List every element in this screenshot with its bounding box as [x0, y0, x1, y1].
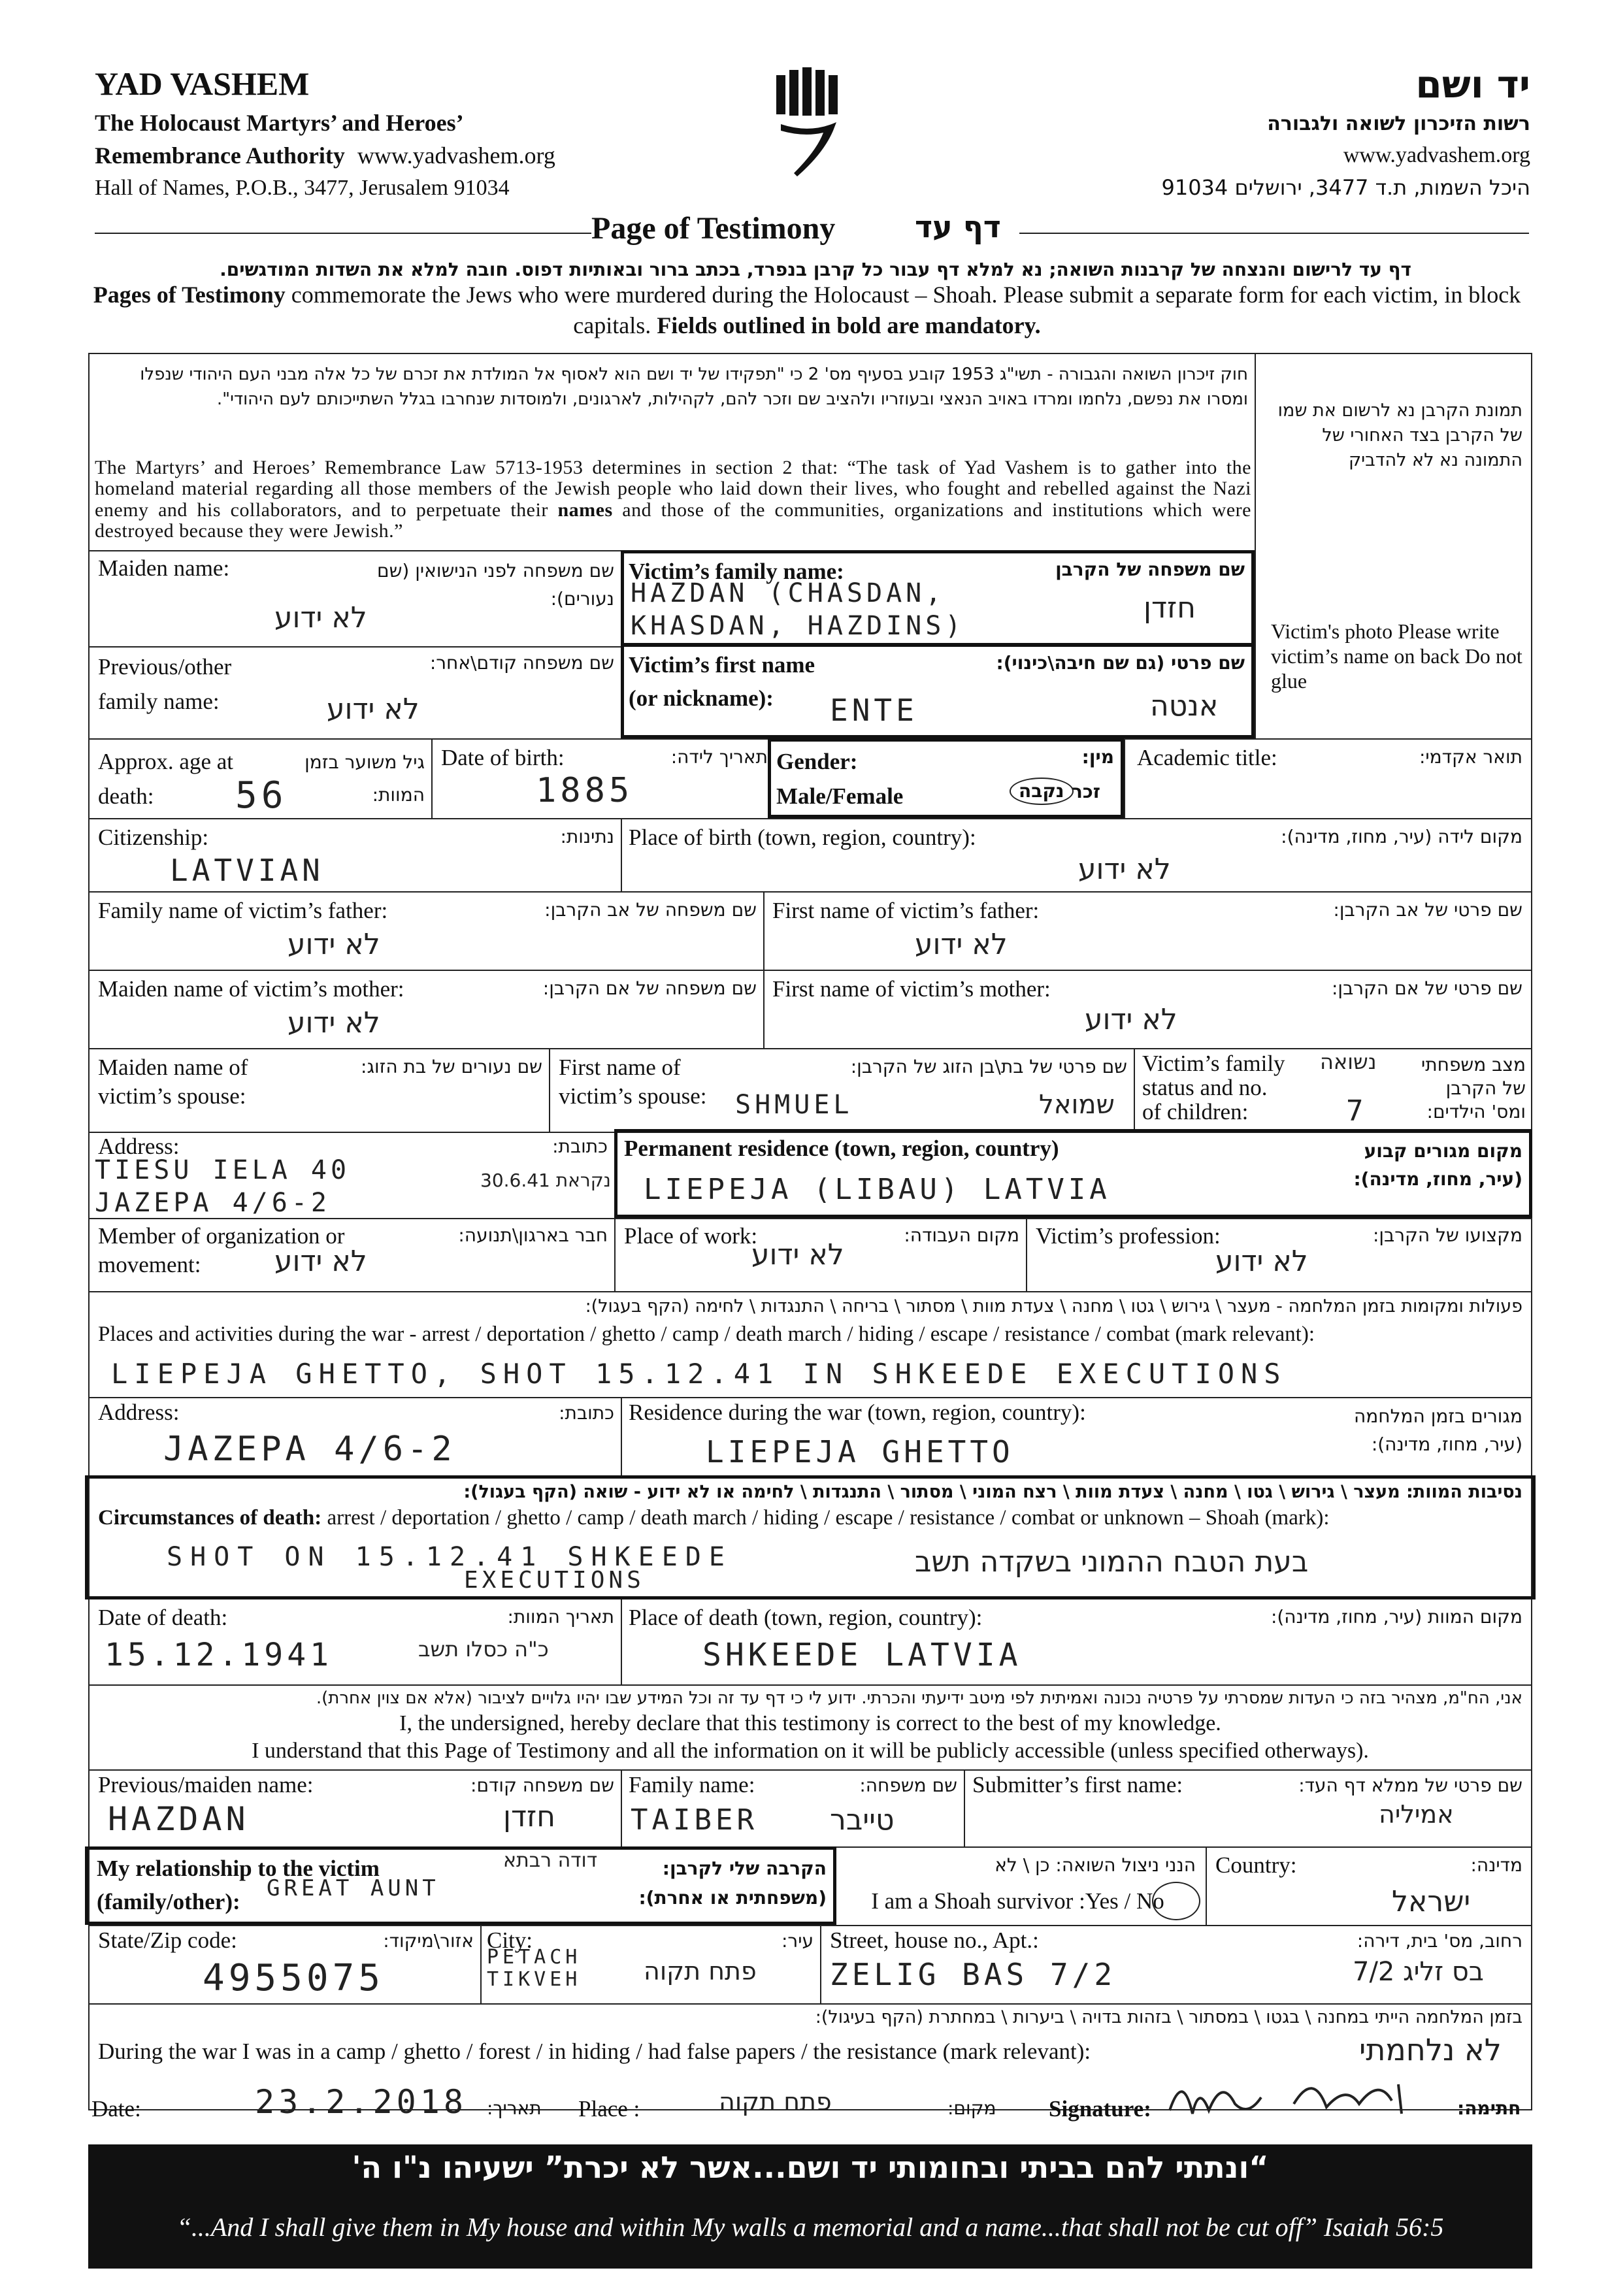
declaration-he: אני, הח"מ, מצהיר בזה כי העדות שמסרתי על פרטיה נכונה ואמיתית לפי מיטב ידיעתי והכרתי. ידוע לי כי דף עד זה וכל המידע שבו יהיו גלויים לציבור (אלא אם צוין אחרת).	[316, 1688, 1522, 1708]
permanent-residence-label: Permanent residence (town, region, country)	[624, 1136, 1059, 1161]
submitter-family-name-value[interactable]: TAIBER	[631, 1803, 758, 1837]
age-label-2: death:	[98, 783, 154, 809]
work-place-value[interactable]: לא ידוע	[751, 1238, 844, 1271]
relationship-label-2: (family/other):	[97, 1888, 240, 1914]
law-en-1: The Martyrs’ and Heroes’ Remembrance Law 5713-1953 determines in section 2 that: “The task of Yad Vashem is to gather into the homeland material regarding all those members of the Jewish people who laid down their lives, who fought and rebelled against the Nazi enemy and his collaborators, and to perpetuate their	[95, 457, 1251, 521]
organization-label-he: חבר בארגון\תנועה:	[458, 1224, 608, 1246]
gender-male-option[interactable]: זכר	[1072, 781, 1100, 802]
law-he: חוק זיכרון השואה והגבורה - תשי"ג 1953 קובע בסעיף מס' 2 כי "תפקידו של יד ושם הוא לאסוף אל המולדת את זכרם של כל אלה מבני העם היהודי שנפלו ומסרו את נפשם, נלחמו ומרדו באויב הנאצי ובעוזריו ולהציב שם וזכר להם, לקהילות, לארגונים, ולמוסדות שנחרבו בגלל השתייכותם לעם היהודי".	[140, 365, 1248, 409]
zip-value[interactable]: 4955075	[203, 1957, 385, 1999]
circumstances-label	[98, 1506, 1330, 1531]
death-place-label: Place of death (town, region, country):	[629, 1605, 983, 1630]
work-place-label-he: מקום העבודה:	[904, 1224, 1019, 1246]
death-date-label-he: תאריך המוות:	[507, 1606, 614, 1628]
place-label: Place :	[578, 2096, 640, 2122]
father-first-name-label: First name of victim’s father:	[772, 898, 1040, 923]
signature-field[interactable]	[1163, 2058, 1438, 2130]
victim-family-name-value-he[interactable]: חזדן	[1143, 591, 1196, 625]
submitter-family-name-label: Family name:	[629, 1772, 755, 1797]
photo-instructions-he: תמונת הקרבן נא לרשום את שמו של הקרבן בצד האחורי של התמונה נא לא להדביק	[1277, 401, 1522, 470]
gender-label	[776, 745, 903, 813]
street-value-he[interactable]: בס זליג 7/2	[1353, 1957, 1484, 1987]
academic-title-label: Academic title:	[1137, 745, 1277, 770]
work-place-label: Place of work:	[624, 1223, 758, 1249]
father-family-name-label-he: שם משפחה של אב הקרבן:	[544, 899, 757, 921]
page-title-he: דף עד	[915, 209, 1001, 244]
death-date-value[interactable]: 15.12.1941	[105, 1637, 333, 1673]
survivor-no-circle	[1152, 1882, 1200, 1920]
victim-first-name-label-2: (or nickname):	[629, 685, 774, 711]
country-value[interactable]: ישראל	[1392, 1885, 1471, 1918]
organization-label-2: movement:	[98, 1251, 201, 1277]
address-note-value[interactable]: נקראת 30.6.41	[480, 1170, 611, 1191]
permanent-residence-label-he	[1307, 1137, 1522, 1194]
spouse-maiden-name-label-2: victim’s spouse:	[98, 1083, 246, 1109]
submitter-first-name-label-he: שם פרטי של ממלא דף העד:	[1298, 1775, 1522, 1796]
citizenship-value[interactable]: LATVIAN	[170, 853, 324, 888]
organization-value[interactable]: לא ידוע	[274, 1245, 367, 1278]
war-address-value[interactable]: JAZEPA 4/6-2	[163, 1430, 456, 1469]
permanent-residence-value[interactable]: LIEPEJA (LIBAU) LATVIA	[644, 1173, 1111, 1206]
submitter-prev-name-label-he: שם משפחה קודם:	[470, 1775, 614, 1796]
spouse-first-name-label-2: victim’s spouse:	[559, 1083, 707, 1109]
family-status-label-he-3: ומס' הילדים:	[1426, 1100, 1526, 1123]
circumstances-label-he	[98, 1482, 1522, 1503]
intro-en-bold: Pages of Testimony	[93, 282, 286, 308]
gender-label-1: Gender:	[776, 749, 858, 774]
previous-family-name-label-1: Previous/other	[98, 654, 232, 680]
submitter-family-name-label-he: שם משפחה:	[859, 1775, 957, 1796]
zip-label-he: אזור\מיקוד:	[383, 1930, 474, 1952]
previous-family-name-value[interactable]: לא ידוע	[327, 693, 419, 726]
street-label-he: רחוב, מס' בית, דירה:	[1357, 1930, 1522, 1952]
city-value-he[interactable]: פתח תקוה	[644, 1957, 757, 1986]
law-en-2: and those of the communities, organizations and institutions which were destroyed because they were Jewish.”	[95, 499, 1251, 542]
mother-first-name-label-he: שם פרטי של אם הקרבן:	[1332, 977, 1522, 999]
birth-place-label-he: מקום לידה (עיר, מחוז, מדינה):	[1281, 826, 1522, 847]
address-label-he: כתובת:	[552, 1136, 608, 1157]
photo-instructions-en: Victim's photo Please write victim’s name on back Do not glue	[1271, 619, 1522, 693]
war-residence-label: Residence during the war (town, region, country):	[629, 1400, 1086, 1425]
spouse-first-name-label-1: First name of	[559, 1055, 681, 1080]
relationship-label-1: My relationship to the victim	[97, 1856, 380, 1881]
father-first-name-value[interactable]: לא ידוע	[915, 928, 1008, 961]
profession-value[interactable]: לא ידוע	[1215, 1245, 1308, 1278]
spouse-maiden-name-label-1: Maiden name of	[98, 1055, 248, 1080]
street-label: Street, house no., Apt.:	[830, 1927, 1039, 1953]
org-authority-line	[95, 142, 555, 169]
gender-female-option[interactable]: נקבה	[1010, 778, 1074, 805]
birth-place-value[interactable]: לא ידוע	[1078, 853, 1171, 886]
war-activities-value[interactable]: LIEPEJA GHETTO, SHOT 15.12.41 IN SHKEEDE EXECUTIONS	[111, 1358, 1287, 1390]
city-value-2[interactable]: TIKVEH	[487, 1968, 582, 1991]
profession-label: Victim’s profession:	[1036, 1223, 1221, 1249]
age-label-he-2: המוות:	[372, 784, 425, 806]
declaration-en-2: I understand that this Page of Testimony and all the information on it will be publicly accessible (unless specified otherways).	[252, 1739, 1369, 1763]
age-label	[98, 745, 233, 813]
relationship-value[interactable]: GREAT AUNT	[267, 1875, 440, 1901]
death-place-label-he: מקום המוות (עיר, מחוז, מדינה):	[1270, 1606, 1522, 1628]
previous-family-name-label-he: שם משפחה קודם\אחר:	[429, 652, 614, 674]
previous-family-name-label	[98, 650, 231, 719]
circumstances-value[interactable]: SHOT ON 15.12.41 SHKEEDE	[167, 1542, 732, 1572]
law-en-names: names	[557, 499, 613, 521]
spouse-first-name-label-he: שם פרטי של בת\בן הזוג של הקרבן:	[850, 1056, 1127, 1077]
war-residence-label-he-1: מגורים בזמן המלחמה	[1354, 1405, 1522, 1427]
organization-label-1: Member of organization or	[98, 1223, 345, 1249]
survivor-label-he: הנני ניצול השואה: כן \ לא	[995, 1854, 1196, 1876]
mother-maiden-name-label-he: שם משפחה של אם הקרבן:	[542, 977, 757, 999]
age-label-he-1: גיל משוער בזמן	[304, 751, 425, 773]
academic-title-label-he: תואר אקדמי:	[1419, 746, 1522, 768]
country-label-he: מדינה:	[1470, 1854, 1522, 1876]
gender-label-2: Male/Female	[776, 783, 904, 809]
mother-maiden-name-value[interactable]: לא ידוע	[288, 1006, 380, 1040]
city-label: City:	[487, 1927, 533, 1953]
website-left: www.yadvashem.org	[357, 142, 555, 169]
mother-first-name-value[interactable]: לא ידוע	[1085, 1003, 1177, 1036]
place-label-he: מקום:	[947, 2097, 996, 2119]
victim-first-name-label	[629, 649, 815, 715]
law-en	[95, 457, 1251, 542]
relationship-value-he[interactable]: דודה רבתא	[503, 1849, 598, 1872]
address-value-2[interactable]: JAZEPA 4/6-2	[95, 1188, 331, 1218]
victim-family-name-value-2[interactable]: KHASDAN, HAZDINS)	[631, 611, 965, 641]
war-activities-label-he: פעולות ומקומות בזמן המלחמה - מעצר \ גירוש \ גטו \ מחנה \ צעדת מוות \ מסתור \ בריחה \ התנגדות \ לחימה (הקף בעגול):	[585, 1296, 1522, 1317]
survivor-label[interactable]: I am a Shoah survivor :Yes / No	[871, 1888, 1164, 1914]
war-location-label-he: בזמן המלחמה הייתי במחנה \ בגטו \ במסתור \ בזהות בדויה \ ביערות \ במחתרת (הקף בעיגול):	[815, 2007, 1522, 2027]
family-status-label-he-2: של הקרבן	[1445, 1077, 1526, 1099]
submitter-prev-name-value-he[interactable]: חזדן	[503, 1800, 555, 1833]
footer-quote-en: “...And I shall give them in My house and within My walls a memorial and a name...that shall not be cut off” Isaiah 56:5	[176, 2212, 1444, 2242]
age-label-1: Approx. age at	[98, 749, 234, 774]
permanent-residence-label-he-2: (עיר, מחוז, מדינה):	[1353, 1168, 1522, 1190]
handwritten-signature	[1163, 2058, 1438, 2130]
family-status-label-he-1: מצב משפחתי	[1421, 1054, 1526, 1075]
circumstances-label-bold: Circumstances of death:	[98, 1506, 322, 1530]
family-status-label	[1142, 1052, 1285, 1124]
intro-en-mandatory: Fields outlined in bold are mandatory.	[657, 312, 1041, 338]
previous-family-name-label-2: family name:	[98, 688, 220, 714]
war-residence-label-he	[1313, 1402, 1522, 1459]
zip-label: State/Zip code:	[98, 1927, 237, 1953]
signature-label: Signature:	[1049, 2096, 1151, 2122]
maiden-name-label: Maiden name:	[98, 555, 230, 581]
org-name-he: יד ושם	[1415, 62, 1530, 107]
page-title: Page of Testimony	[591, 211, 836, 246]
age-label-he	[274, 746, 425, 812]
family-status-label-3: of children:	[1142, 1098, 1249, 1124]
mother-maiden-name-label: Maiden name of victim’s mother:	[98, 976, 404, 1002]
profession-label-he: מקצועו של הקרבן:	[1372, 1224, 1522, 1246]
date-value[interactable]: 23.2.2018	[255, 2083, 467, 2121]
submitter-first-name-label: Submitter’s first name:	[972, 1772, 1183, 1797]
date-label: Date:	[91, 2096, 141, 2122]
submitter-first-name-value[interactable]: אמיליה	[1379, 1800, 1454, 1829]
intro-he: דף עד לרישום והנצחה של קרבנות השואה; נא למלא דף עבור כל קרבן בנפרד, בכתב ברור ובאותיות דפוס. חובה למלא את השדות המודגשים.	[220, 259, 1411, 280]
date-label-he: תאריך:	[487, 2097, 542, 2119]
war-location-label: During the war I was in a camp / ghetto / forest / in hiding / had false papers / the resistance (mark relevant):	[98, 2039, 1091, 2064]
family-status-label-1: Victim’s family	[1142, 1051, 1285, 1076]
war-residence-label-he-2: (עיר, מחוז, מדינה):	[1371, 1434, 1522, 1456]
family-status-label-he	[1411, 1053, 1526, 1123]
relationship-label-he	[588, 1854, 827, 1913]
country-label: Country:	[1215, 1852, 1297, 1878]
victim-first-name-value[interactable]: ENTE	[830, 693, 918, 728]
war-address-label-he: כתובת:	[559, 1402, 614, 1424]
spouse-first-name-value-he[interactable]: שמואל	[1039, 1090, 1115, 1120]
spouse-first-name-label	[559, 1053, 707, 1111]
victim-family-name-label-he: שם משפחה של הקרבן	[1055, 559, 1245, 580]
permanent-residence-label-he-1: מקום מגורים קבוע	[1364, 1140, 1522, 1162]
war-address-label: Address:	[98, 1400, 180, 1425]
address-he: היכל השמות, ת.ד 3477, ירושלים 91034	[1161, 175, 1530, 200]
victim-first-name-label-he: שם פרטי (גם שם חיבה\כינוי):	[996, 652, 1245, 674]
circumstances-label-he-text: נסיבות המוות: מעצר \ גירוש \ גטו \ מחנה \ צעדת מוות \ רצח המוני \ מסתור \ התנגדות \ לחימה או לא ידוע - שואה (הקף בעגול):	[463, 1482, 1522, 1502]
signature-label-he: חתימה:	[1457, 2097, 1521, 2119]
war-location-value[interactable]: לא נלחמתי	[1359, 2032, 1502, 2067]
submitter-prev-name-value[interactable]: HAZDAN	[108, 1800, 250, 1838]
citizenship-label: Citizenship:	[98, 825, 209, 850]
birth-date-label: Date of birth:	[441, 745, 565, 770]
address-label: Address:	[98, 1134, 180, 1159]
war-residence-value[interactable]: LIEPEJA GHETTO	[706, 1434, 1014, 1469]
spouse-maiden-name-label	[98, 1053, 248, 1111]
website-right: www.yadvashem.org	[1343, 143, 1530, 167]
victim-first-name-value-he[interactable]: אנטה	[1150, 689, 1219, 723]
intro-en	[85, 280, 1529, 341]
children-count-value[interactable]: 7	[1346, 1094, 1368, 1128]
war-activities-label: Places and activities during the war - arrest / deportation / ghetto / camp / death march / hiding / escape / resistance / combat (mark relevant):	[98, 1322, 1315, 1346]
submitter-prev-name-label: Previous/maiden name:	[98, 1772, 314, 1797]
org-subtitle-en: The Holocaust Martyrs’ and Heroes’	[95, 110, 464, 136]
family-status-value-he[interactable]: נשואה	[1320, 1049, 1377, 1074]
circumstances-value-2[interactable]: EXECUTIONS	[464, 1567, 645, 1594]
address-value[interactable]: TIESU IELA 40	[95, 1155, 351, 1185]
submitter-family-name-value-he[interactable]: טייבר	[830, 1803, 895, 1837]
relationship-label-he-1: הקרבה שלי לקרבן:	[662, 1858, 827, 1879]
mother-first-name-label: First name of victim’s mother:	[772, 976, 1051, 1002]
street-value[interactable]: ZELIG BAS 7/2	[830, 1957, 1117, 1992]
place-value[interactable]: פתח תקוה	[719, 2088, 832, 2116]
spouse-maiden-name-label-he: שם נעורים של בת הזוג:	[361, 1056, 542, 1077]
father-first-name-label-he: שם פרטי של אב הקרבן:	[1333, 899, 1522, 921]
maiden-name-value[interactable]: לא ידוע	[274, 601, 367, 634]
death-date-value-he[interactable]: כ"ה כסלו תשב	[418, 1637, 549, 1662]
birth-place-label: Place of birth (town, region, country):	[629, 825, 976, 850]
father-family-name-value[interactable]: לא ידוע	[288, 928, 380, 961]
citizenship-label-he: נתינות:	[560, 826, 614, 847]
birth-date-label-he: תאריך לידה:	[670, 746, 768, 768]
org-authority: Remembrance Authority	[95, 142, 345, 169]
city-label-he: עיר:	[781, 1930, 814, 1952]
victim-family-name-value[interactable]: HAZDAN (CHASDAN,	[631, 578, 946, 608]
org-name-en: YAD VASHEM	[95, 65, 310, 102]
maiden-name-label-he: שם משפחה לפני הנישואין (שם נעורים):	[376, 560, 614, 610]
footer-quote-he: “ונתתי להם בביתי ובחומותי יד ושם...אשר לא יכרת” ישעיהו נ"ו ה'	[352, 2150, 1269, 2185]
family-status-label-2: status and no.	[1142, 1074, 1268, 1100]
death-place-value[interactable]: SHKEEDE LATVIA	[702, 1637, 1022, 1673]
city-value[interactable]: PETACH	[487, 1946, 582, 1969]
death-date-label: Date of death:	[98, 1605, 228, 1630]
victim-family-name-label: Victim’s family name:	[629, 559, 844, 584]
gender-label-he: מין:	[1081, 746, 1114, 768]
spouse-first-name-value[interactable]: SHMUEL	[735, 1090, 853, 1120]
birth-date-value[interactable]: 1885	[536, 771, 634, 810]
relationship-label-he-2: (משפחתית או אחרת):	[638, 1886, 827, 1909]
yad-vashem-logo-icon	[771, 62, 849, 180]
intro-en-text: commemorate the Jews who were murdered during the Holocaust – Shoah. Please submit a separate form for each victim, in block capitals.	[291, 282, 1521, 338]
circumstances-label-rest: arrest / deportation / ghetto / camp / death march / hiding / escape / resistance / combat or unknown – Shoah (mark):	[327, 1506, 1330, 1530]
victim-first-name-label-1: Victim’s first name	[629, 652, 815, 678]
father-family-name-label: Family name of victim’s father:	[98, 898, 388, 923]
age-value[interactable]: 56	[235, 774, 288, 817]
org-subtitle-he: רשות הזיכרון לשואה ולגבורה	[1267, 112, 1530, 135]
declaration-en-1: I, the undersigned, hereby declare that this testimony is correct to the best of my knowledge.	[399, 1711, 1221, 1735]
address-en: Hall of Names, P.O.B., 3477, Jerusalem 91034	[95, 176, 510, 200]
circumstances-value-he[interactable]: בעת הטבח ההמוני בשקדה תשב	[915, 1545, 1309, 1579]
